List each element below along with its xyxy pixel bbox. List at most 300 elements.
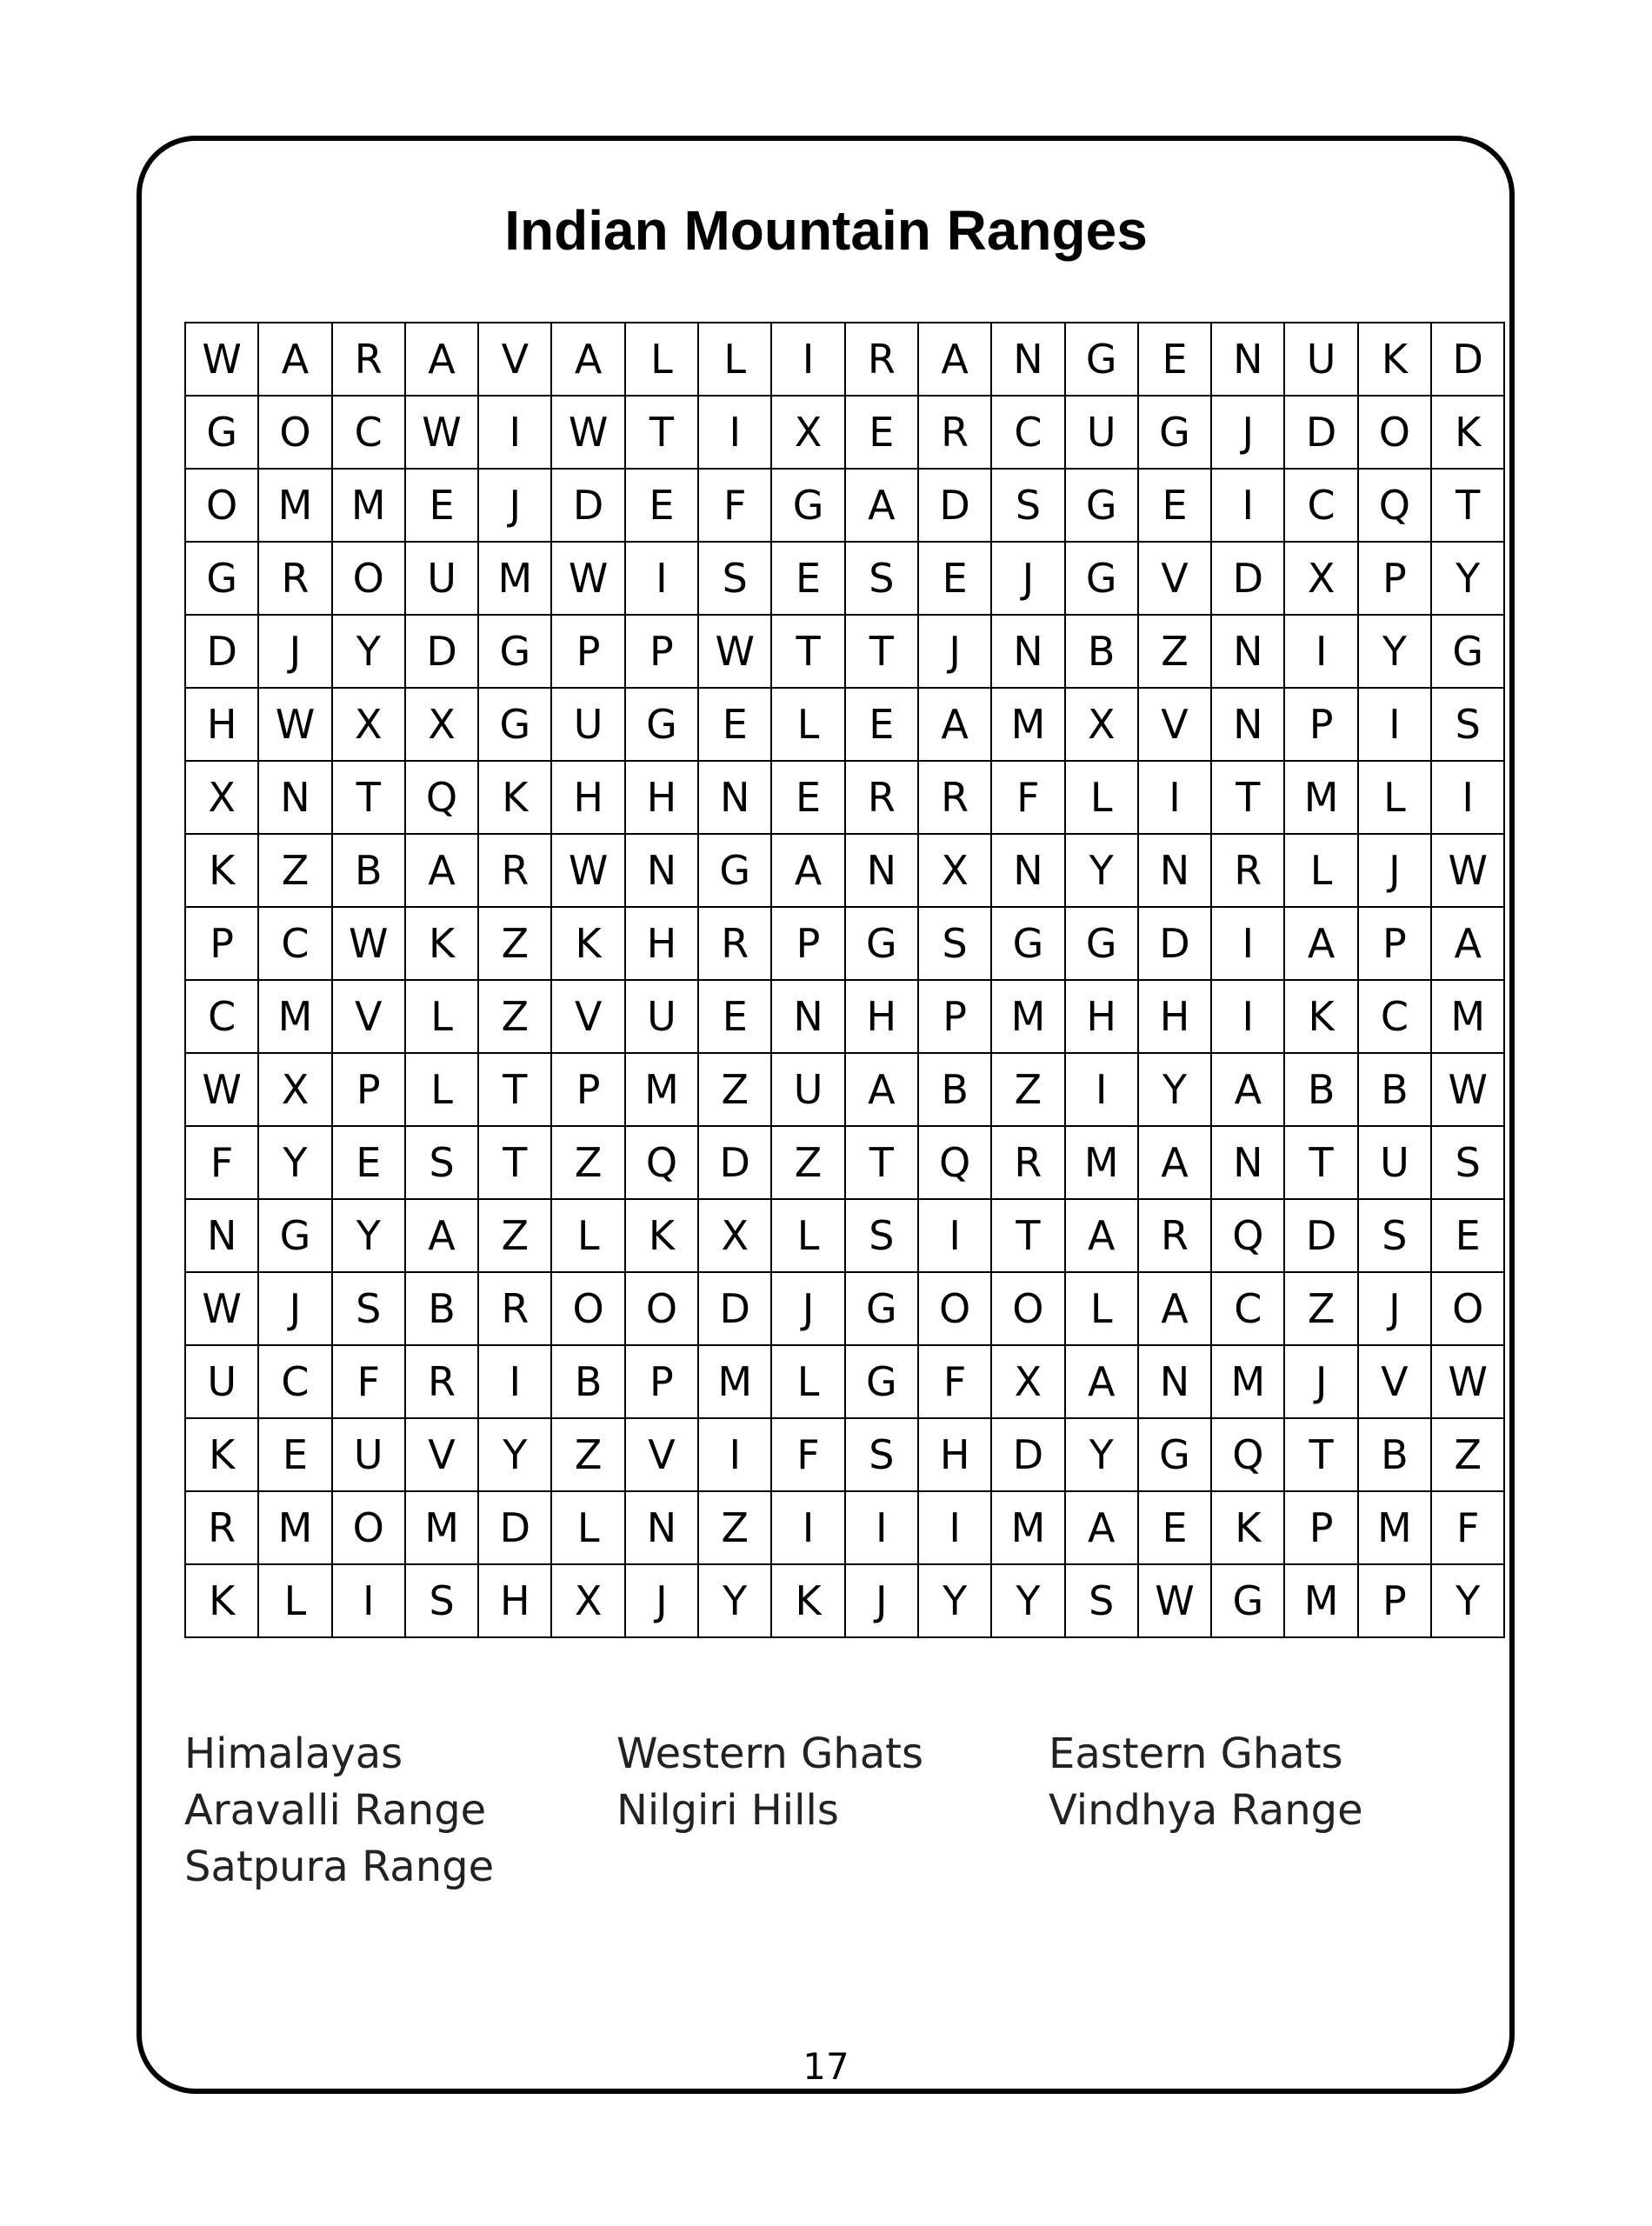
grid-cell: G [478, 688, 551, 761]
grid-cell: I [625, 542, 698, 615]
grid-cell: A [1284, 907, 1357, 980]
grid-cell: A [1431, 907, 1504, 980]
grid-row [185, 1126, 1504, 1199]
grid-cell: S [845, 1418, 918, 1491]
grid-cell: X [991, 1345, 1064, 1418]
grid-cell: H [551, 761, 624, 834]
grid-cell: G [845, 1272, 918, 1345]
grid-cell: Y [698, 1564, 771, 1637]
grid-cell: M [405, 1491, 478, 1564]
grid-cell: Z [551, 1418, 624, 1491]
grid-cell: E [698, 688, 771, 761]
grid-cell: P [1358, 1564, 1431, 1637]
grid-cell: W [185, 1053, 258, 1126]
grid-row [185, 323, 1504, 396]
grid-cell: I [918, 1199, 991, 1272]
grid-cell: P [1358, 907, 1431, 980]
grid-cell: T [845, 1126, 918, 1199]
grid-cell: N [1138, 834, 1211, 907]
grid-cell: Z [991, 1053, 1064, 1126]
grid-cell: A [771, 834, 844, 907]
grid-cell: D [918, 469, 991, 542]
grid-cell: T [1211, 761, 1284, 834]
grid-cell: T [625, 396, 698, 469]
grid-cell: I [478, 396, 551, 469]
grid-cell: Y [918, 1564, 991, 1637]
page-number: 17 [803, 2045, 849, 2088]
grid-cell: L [698, 323, 771, 396]
word-list-item: Vindhya Range [1049, 1786, 1363, 1835]
grid-cell: R [918, 396, 991, 469]
grid-cell: U [405, 542, 478, 615]
grid-cell: I [771, 1491, 844, 1564]
grid-cell: T [1431, 469, 1504, 542]
grid-cell: G [1065, 907, 1138, 980]
grid-cell: R [478, 834, 551, 907]
grid-cell: N [1211, 615, 1284, 688]
grid-cell: I [1284, 615, 1357, 688]
grid-cell: S [1358, 1199, 1431, 1272]
grid-cell: E [845, 688, 918, 761]
grid-cell: E [258, 1418, 331, 1491]
grid-cell: Z [1138, 615, 1211, 688]
grid-cell: A [405, 834, 478, 907]
grid-cell: W [551, 542, 624, 615]
grid-cell: G [991, 907, 1064, 980]
grid-row [185, 1418, 1504, 1491]
grid-cell: G [1065, 542, 1138, 615]
grid-cell: Z [698, 1053, 771, 1126]
grid-row [185, 1199, 1504, 1272]
grid-cell: N [991, 323, 1064, 396]
grid-cell: N [625, 834, 698, 907]
grid-cell: W [551, 834, 624, 907]
grid-cell: D [698, 1272, 771, 1345]
grid-cell: W [185, 1272, 258, 1345]
grid-cell: W [1431, 834, 1504, 907]
grid-cell: V [551, 980, 624, 1053]
grid-cell: A [405, 323, 478, 396]
grid-cell: S [845, 542, 918, 615]
grid-cell: R [258, 542, 331, 615]
grid-cell: B [918, 1053, 991, 1126]
grid-cell: O [991, 1272, 1064, 1345]
grid-row [185, 542, 1504, 615]
grid-cell: I [845, 1491, 918, 1564]
grid-cell: X [698, 1199, 771, 1272]
grid-cell: O [332, 542, 405, 615]
grid-cell: A [918, 323, 991, 396]
grid-cell: Q [1211, 1418, 1284, 1491]
grid-cell: I [1138, 761, 1211, 834]
grid-row [185, 761, 1504, 834]
grid-cell: C [332, 396, 405, 469]
grid-cell: D [1284, 1199, 1357, 1272]
grid-cell: P [185, 907, 258, 980]
grid-cell: F [332, 1345, 405, 1418]
grid-cell: H [1065, 980, 1138, 1053]
grid-cell: M [332, 469, 405, 542]
grid-cell: S [845, 1199, 918, 1272]
grid-cell: E [918, 542, 991, 615]
grid-cell: A [1138, 1126, 1211, 1199]
grid-cell: P [918, 980, 991, 1053]
grid-cell: Y [1065, 1418, 1138, 1491]
grid-cell: C [1211, 1272, 1284, 1345]
grid-cell: E [1138, 323, 1211, 396]
grid-cell: O [258, 396, 331, 469]
grid-cell: U [185, 1345, 258, 1418]
grid-cell: E [1431, 1199, 1504, 1272]
grid-cell: H [625, 907, 698, 980]
grid-cell: I [1211, 980, 1284, 1053]
grid-cell: M [258, 469, 331, 542]
grid-cell: C [1358, 980, 1431, 1053]
grid-cell: C [991, 396, 1064, 469]
grid-cell: N [185, 1199, 258, 1272]
grid-cell: W [698, 615, 771, 688]
grid-cell: I [478, 1345, 551, 1418]
grid-cell: Z [551, 1126, 624, 1199]
grid-cell: K [185, 1418, 258, 1491]
grid-cell: G [1065, 323, 1138, 396]
grid-cell: X [771, 396, 844, 469]
grid-cell: R [845, 323, 918, 396]
grid-cell: D [478, 1491, 551, 1564]
grid-cell: Q [625, 1126, 698, 1199]
grid-cell: V [1138, 688, 1211, 761]
grid-cell: C [258, 1345, 331, 1418]
grid-cell: O [185, 469, 258, 542]
grid-cell: D [405, 615, 478, 688]
grid-cell: J [1358, 1272, 1431, 1345]
grid-cell: K [478, 761, 551, 834]
grid-cell: M [1284, 1564, 1357, 1637]
grid-cell: N [1211, 323, 1284, 396]
grid-cell: L [771, 1199, 844, 1272]
grid-cell: M [625, 1053, 698, 1126]
grid-cell: N [991, 834, 1064, 907]
grid-cell: P [1284, 688, 1357, 761]
grid-cell: Q [918, 1126, 991, 1199]
grid-cell: J [1284, 1345, 1357, 1418]
grid-cell: I [1211, 469, 1284, 542]
grid-cell: F [185, 1126, 258, 1199]
grid-cell: N [991, 615, 1064, 688]
grid-cell: G [698, 834, 771, 907]
grid-cell: W [185, 323, 258, 396]
grid-cell: B [405, 1272, 478, 1345]
grid-cell: Y [1138, 1053, 1211, 1126]
grid-cell: Z [478, 1199, 551, 1272]
grid-cell: Y [258, 1126, 331, 1199]
grid-cell: I [918, 1491, 991, 1564]
grid-cell: G [1138, 396, 1211, 469]
grid-cell: C [258, 907, 331, 980]
grid-row [185, 688, 1504, 761]
grid-cell: S [1431, 688, 1504, 761]
grid-cell: Q [1358, 469, 1431, 542]
word-list-item: Aravalli Range [184, 1786, 487, 1835]
grid-cell: D [1211, 542, 1284, 615]
grid-cell: D [698, 1126, 771, 1199]
grid-cell: X [551, 1564, 624, 1637]
grid-cell: M [991, 980, 1064, 1053]
grid-cell: N [1138, 1345, 1211, 1418]
grid-cell: L [1065, 1272, 1138, 1345]
grid-cell: X [1284, 542, 1357, 615]
grid-cell: X [258, 1053, 331, 1126]
grid-cell: F [771, 1418, 844, 1491]
grid-cell: H [478, 1564, 551, 1637]
grid-cell: X [332, 688, 405, 761]
grid-cell: Y [1431, 542, 1504, 615]
grid-cell: G [1431, 615, 1504, 688]
grid-cell: E [698, 980, 771, 1053]
grid-cell: L [551, 1491, 624, 1564]
grid-cell: G [845, 907, 918, 980]
grid-cell: K [771, 1564, 844, 1637]
grid-cell: U [1065, 396, 1138, 469]
grid-cell: B [1358, 1053, 1431, 1126]
grid-cell: D [991, 1418, 1064, 1491]
grid-row [185, 1491, 1504, 1564]
grid-cell: G [1065, 469, 1138, 542]
grid-cell: Z [698, 1491, 771, 1564]
grid-cell: Z [478, 907, 551, 980]
grid-cell: H [918, 1418, 991, 1491]
grid-cell: S [1065, 1564, 1138, 1637]
grid-cell: G [1211, 1564, 1284, 1637]
grid-cell: H [185, 688, 258, 761]
grid-cell: E [1138, 469, 1211, 542]
grid-cell: U [1284, 323, 1357, 396]
grid-cell: N [771, 980, 844, 1053]
grid-cell: F [991, 761, 1064, 834]
grid-cell: L [771, 1345, 844, 1418]
grid-cell: X [185, 761, 258, 834]
grid-cell: I [1431, 761, 1504, 834]
grid-cell: C [185, 980, 258, 1053]
grid-cell: E [1138, 1491, 1211, 1564]
grid-row [185, 396, 1504, 469]
grid-cell: W [551, 396, 624, 469]
grid-cell: P [551, 1053, 624, 1126]
grid-cell: Q [405, 761, 478, 834]
word-list-item: Nilgiri Hills [616, 1786, 839, 1835]
grid-cell: K [1211, 1491, 1284, 1564]
grid-cell: T [332, 761, 405, 834]
grid-cell: W [1138, 1564, 1211, 1637]
grid-cell: Y [1431, 1564, 1504, 1637]
grid-cell: U [771, 1053, 844, 1126]
grid-cell: A [1065, 1199, 1138, 1272]
grid-cell: R [1211, 834, 1284, 907]
grid-cell: J [1211, 396, 1284, 469]
grid-cell: L [771, 688, 844, 761]
grid-cell: X [1065, 688, 1138, 761]
grid-row [185, 615, 1504, 688]
grid-cell: S [405, 1564, 478, 1637]
grid-cell: S [698, 542, 771, 615]
grid-cell: Z [258, 834, 331, 907]
grid-cell: T [478, 1053, 551, 1126]
grid-cell: A [258, 323, 331, 396]
grid-cell: L [1065, 761, 1138, 834]
grid-cell: O [332, 1491, 405, 1564]
grid-cell: L [1284, 834, 1357, 907]
grid-cell: H [1138, 980, 1211, 1053]
grid-cell: I [698, 1418, 771, 1491]
grid-cell: H [625, 761, 698, 834]
grid-cell: N [845, 834, 918, 907]
grid-cell: D [185, 615, 258, 688]
word-list-item: Eastern Ghats [1049, 1729, 1343, 1778]
grid-cell: Z [771, 1126, 844, 1199]
grid-cell: I [698, 396, 771, 469]
grid-cell: T [991, 1199, 1064, 1272]
grid-cell: T [1284, 1418, 1357, 1491]
grid-cell: S [918, 907, 991, 980]
grid-cell: P [771, 907, 844, 980]
word-list-item: Himalayas [184, 1729, 403, 1778]
grid-cell: A [845, 1053, 918, 1126]
grid-cell: W [405, 396, 478, 469]
grid-cell: L [405, 980, 478, 1053]
word-list-item: Satpura Range [184, 1843, 495, 1891]
grid-cell: J [625, 1564, 698, 1637]
grid-cell: C [1284, 469, 1357, 542]
grid-cell: K [1284, 980, 1357, 1053]
grid-cell: L [551, 1199, 624, 1272]
grid-cell: I [771, 323, 844, 396]
grid-cell: W [1431, 1053, 1504, 1126]
grid-row [185, 469, 1504, 542]
grid-cell: A [1211, 1053, 1284, 1126]
grid-cell: I [1065, 1053, 1138, 1126]
grid-cell: R [1138, 1199, 1211, 1272]
grid-cell: G [185, 396, 258, 469]
grid-cell: F [918, 1345, 991, 1418]
grid-cell: E [625, 469, 698, 542]
grid-cell: J [918, 615, 991, 688]
grid-cell: O [1431, 1272, 1504, 1345]
grid-cell: B [1284, 1053, 1357, 1126]
grid-cell: A [551, 323, 624, 396]
grid-cell: L [258, 1564, 331, 1637]
grid-cell: M [258, 980, 331, 1053]
grid-cell: M [991, 1491, 1064, 1564]
grid-cell: Y [1358, 615, 1431, 688]
grid-cell: J [845, 1564, 918, 1637]
grid-cell: R [185, 1491, 258, 1564]
grid-cell: T [771, 615, 844, 688]
grid-cell: N [1211, 1126, 1284, 1199]
grid-cell: G [845, 1345, 918, 1418]
grid-cell: E [771, 761, 844, 834]
grid-cell: Y [332, 1199, 405, 1272]
grid-cell: A [918, 688, 991, 761]
grid-cell: P [625, 1345, 698, 1418]
grid-cell: U [625, 980, 698, 1053]
grid-cell: P [551, 615, 624, 688]
grid-cell: B [1358, 1418, 1431, 1491]
grid-cell: K [1431, 396, 1504, 469]
grid-row [185, 1053, 1504, 1126]
grid-cell: D [1138, 907, 1211, 980]
grid-cell: P [625, 615, 698, 688]
grid-cell: J [478, 469, 551, 542]
grid-cell: M [258, 1491, 331, 1564]
grid-cell: J [258, 615, 331, 688]
grid-cell: B [551, 1345, 624, 1418]
grid-cell: V [478, 323, 551, 396]
grid-cell: P [332, 1053, 405, 1126]
grid-cell: T [478, 1126, 551, 1199]
grid-cell: R [698, 907, 771, 980]
grid-cell: M [698, 1345, 771, 1418]
grid-cell: A [1065, 1491, 1138, 1564]
grid-cell: E [332, 1126, 405, 1199]
grid-cell: E [771, 542, 844, 615]
grid-cell: M [1211, 1345, 1284, 1418]
grid-cell: M [1065, 1126, 1138, 1199]
grid-cell: R [918, 761, 991, 834]
grid-cell: A [1065, 1345, 1138, 1418]
grid-row [185, 1272, 1504, 1345]
grid-cell: U [1358, 1126, 1431, 1199]
grid-cell: S [991, 469, 1064, 542]
grid-cell: G [771, 469, 844, 542]
grid-cell: X [405, 688, 478, 761]
grid-cell: R [845, 761, 918, 834]
grid-cell: D [1431, 323, 1504, 396]
grid-cell: K [185, 834, 258, 907]
grid-cell: Z [478, 980, 551, 1053]
grid-cell: V [1358, 1345, 1431, 1418]
grid-cell: J [991, 542, 1064, 615]
grid-cell: L [1358, 761, 1431, 834]
grid-cell: Q [1211, 1199, 1284, 1272]
grid-cell: V [332, 980, 405, 1053]
grid-cell: I [332, 1564, 405, 1637]
grid-cell: K [625, 1199, 698, 1272]
grid-cell: G [478, 615, 551, 688]
grid-cell: K [405, 907, 478, 980]
grid-cell: N [1211, 688, 1284, 761]
grid-cell: W [332, 907, 405, 980]
grid-cell: S [332, 1272, 405, 1345]
grid-cell: E [845, 396, 918, 469]
grid-cell: N [698, 761, 771, 834]
grid-cell: D [1284, 396, 1357, 469]
grid-cell: S [405, 1126, 478, 1199]
grid-cell: M [1358, 1491, 1431, 1564]
grid-cell: O [918, 1272, 991, 1345]
grid-cell: G [625, 688, 698, 761]
grid-cell: O [1358, 396, 1431, 469]
grid-cell: Y [991, 1564, 1064, 1637]
grid-cell: G [258, 1199, 331, 1272]
grid-row [185, 1564, 1504, 1637]
grid-cell: F [1431, 1491, 1504, 1564]
grid-cell: N [625, 1491, 698, 1564]
grid-cell: T [1284, 1126, 1357, 1199]
grid-cell: G [185, 542, 258, 615]
grid-cell: L [625, 323, 698, 396]
grid-cell: I [1211, 907, 1284, 980]
grid-cell: P [1358, 542, 1431, 615]
